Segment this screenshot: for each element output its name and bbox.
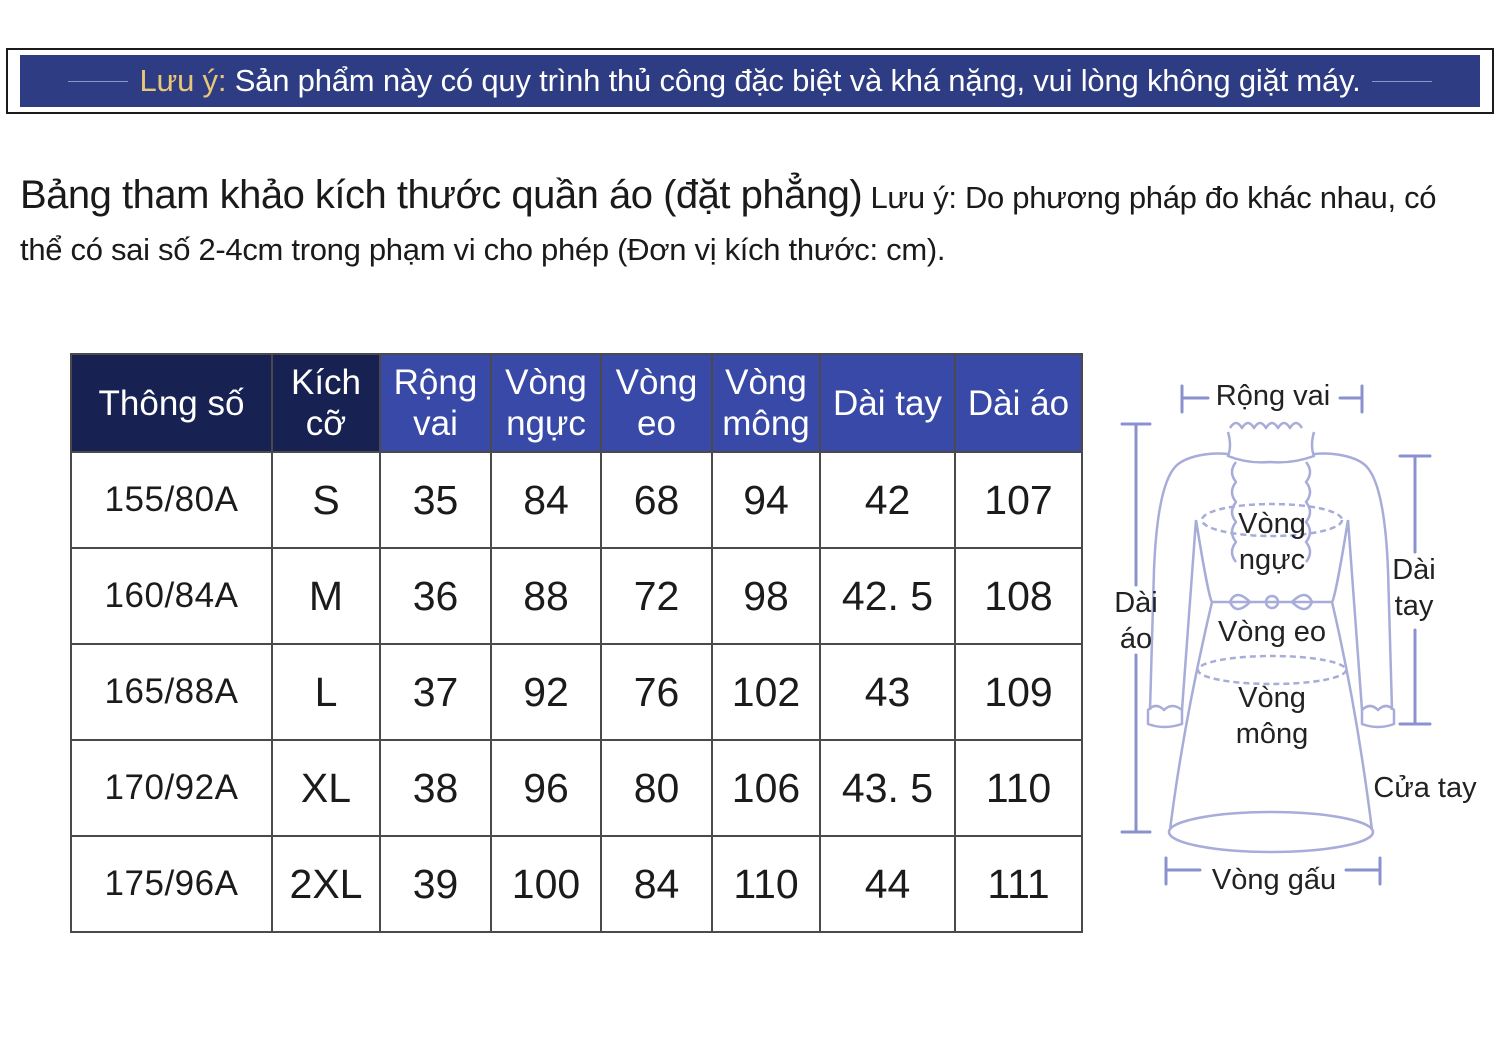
cell-shoulder: 37: [380, 644, 491, 740]
cell-spec: 165/88A: [71, 644, 272, 740]
notice-label: Lưu ý:: [139, 63, 227, 98]
header-chest: Vòng ngực: [491, 354, 601, 452]
header-waist: Vòng eo: [601, 354, 712, 452]
cell-sleeve: 42. 5: [820, 548, 955, 644]
notice-text: [140, 63, 1361, 99]
cell-waist: 68: [601, 452, 712, 548]
label-hem: Vòng gấu: [1211, 864, 1337, 896]
cell-length: 107: [955, 452, 1082, 548]
cell-spec: 160/84A: [71, 548, 272, 644]
table-row: [71, 836, 1082, 932]
cell-shoulder: 35: [380, 452, 491, 548]
cell-hip: 102: [712, 644, 820, 740]
label-shoulder: Rộng vai: [1215, 380, 1331, 412]
cell-waist: 76: [601, 644, 712, 740]
label-length: Dài áo: [1114, 587, 1158, 655]
cell-hip: 94: [712, 452, 820, 548]
cell-length: 110: [955, 740, 1082, 836]
table-header-row: [71, 354, 1082, 452]
notice-message: Sản phẩm này có quy trình thủ công đặc biệt và khá nặng, vui lòng không giặt máy.: [226, 63, 1361, 98]
cell-chest: 100: [491, 836, 601, 932]
label-waist: Vòng eo: [1217, 616, 1327, 648]
heading-title: Bảng tham khảo kích thước quần áo (đặt phẳng): [20, 173, 863, 217]
label-sleeve: Dài tay: [1392, 554, 1436, 622]
cell-chest: 88: [491, 548, 601, 644]
header-spec: Thông số: [71, 354, 272, 452]
cell-sleeve: 43: [820, 644, 955, 740]
cell-sleeve: 44: [820, 836, 955, 932]
heading-note: Lưu ý: Do phương pháp đo khác nhau, có thể có sai số 2-4cm trong phạm vi cho phép (Đơn vị kích thước: cm).: [20, 180, 1437, 267]
notice-banner: [6, 48, 1494, 114]
cell-hip: 98: [712, 548, 820, 644]
label-hip: Vòng mông: [1235, 682, 1309, 750]
cell-length: 108: [955, 548, 1082, 644]
cell-chest: 92: [491, 644, 601, 740]
table-row: [71, 452, 1082, 548]
header-size: Kích cỡ: [272, 354, 380, 452]
cell-waist: 72: [601, 548, 712, 644]
cell-hip: 110: [712, 836, 820, 932]
cell-size: S: [272, 452, 380, 548]
cell-length: 109: [955, 644, 1082, 740]
cell-shoulder: 39: [380, 836, 491, 932]
cell-chest: 84: [491, 452, 601, 548]
cell-size: L: [272, 644, 380, 740]
cell-waist: 80: [601, 740, 712, 836]
size-chart-heading: [20, 172, 1480, 279]
label-chest: Vòng ngực: [1238, 508, 1306, 576]
label-cuff: Cửa tay: [1373, 772, 1477, 804]
cell-spec: 170/92A: [71, 740, 272, 836]
cell-chest: 96: [491, 740, 601, 836]
size-table: [70, 353, 1083, 933]
table-row: [71, 740, 1082, 836]
table-row: [71, 644, 1082, 740]
cell-sleeve: 42: [820, 452, 955, 548]
table-row: [71, 548, 1082, 644]
cell-length: 111: [955, 836, 1082, 932]
header-sleeve: Dài tay: [820, 354, 955, 452]
cell-hip: 106: [712, 740, 820, 836]
cell-shoulder: 38: [380, 740, 491, 836]
header-hip: Vòng mông: [712, 354, 820, 452]
cell-size: M: [272, 548, 380, 644]
notice-banner-inner: [20, 55, 1480, 107]
cell-shoulder: 36: [380, 548, 491, 644]
cell-size: XL: [272, 740, 380, 836]
cell-waist: 84: [601, 836, 712, 932]
banner-rule-right: [1372, 81, 1432, 82]
banner-rule-left: [68, 81, 128, 82]
cell-size: 2XL: [272, 836, 380, 932]
table-body: [71, 452, 1082, 932]
header-shoulder: Rộng vai: [380, 354, 491, 452]
cell-sleeve: 43. 5: [820, 740, 955, 836]
cell-spec: 155/80A: [71, 452, 272, 548]
header-length: Dài áo: [955, 354, 1082, 452]
garment-diagram: [1100, 370, 1490, 900]
cell-spec: 175/96A: [71, 836, 272, 932]
